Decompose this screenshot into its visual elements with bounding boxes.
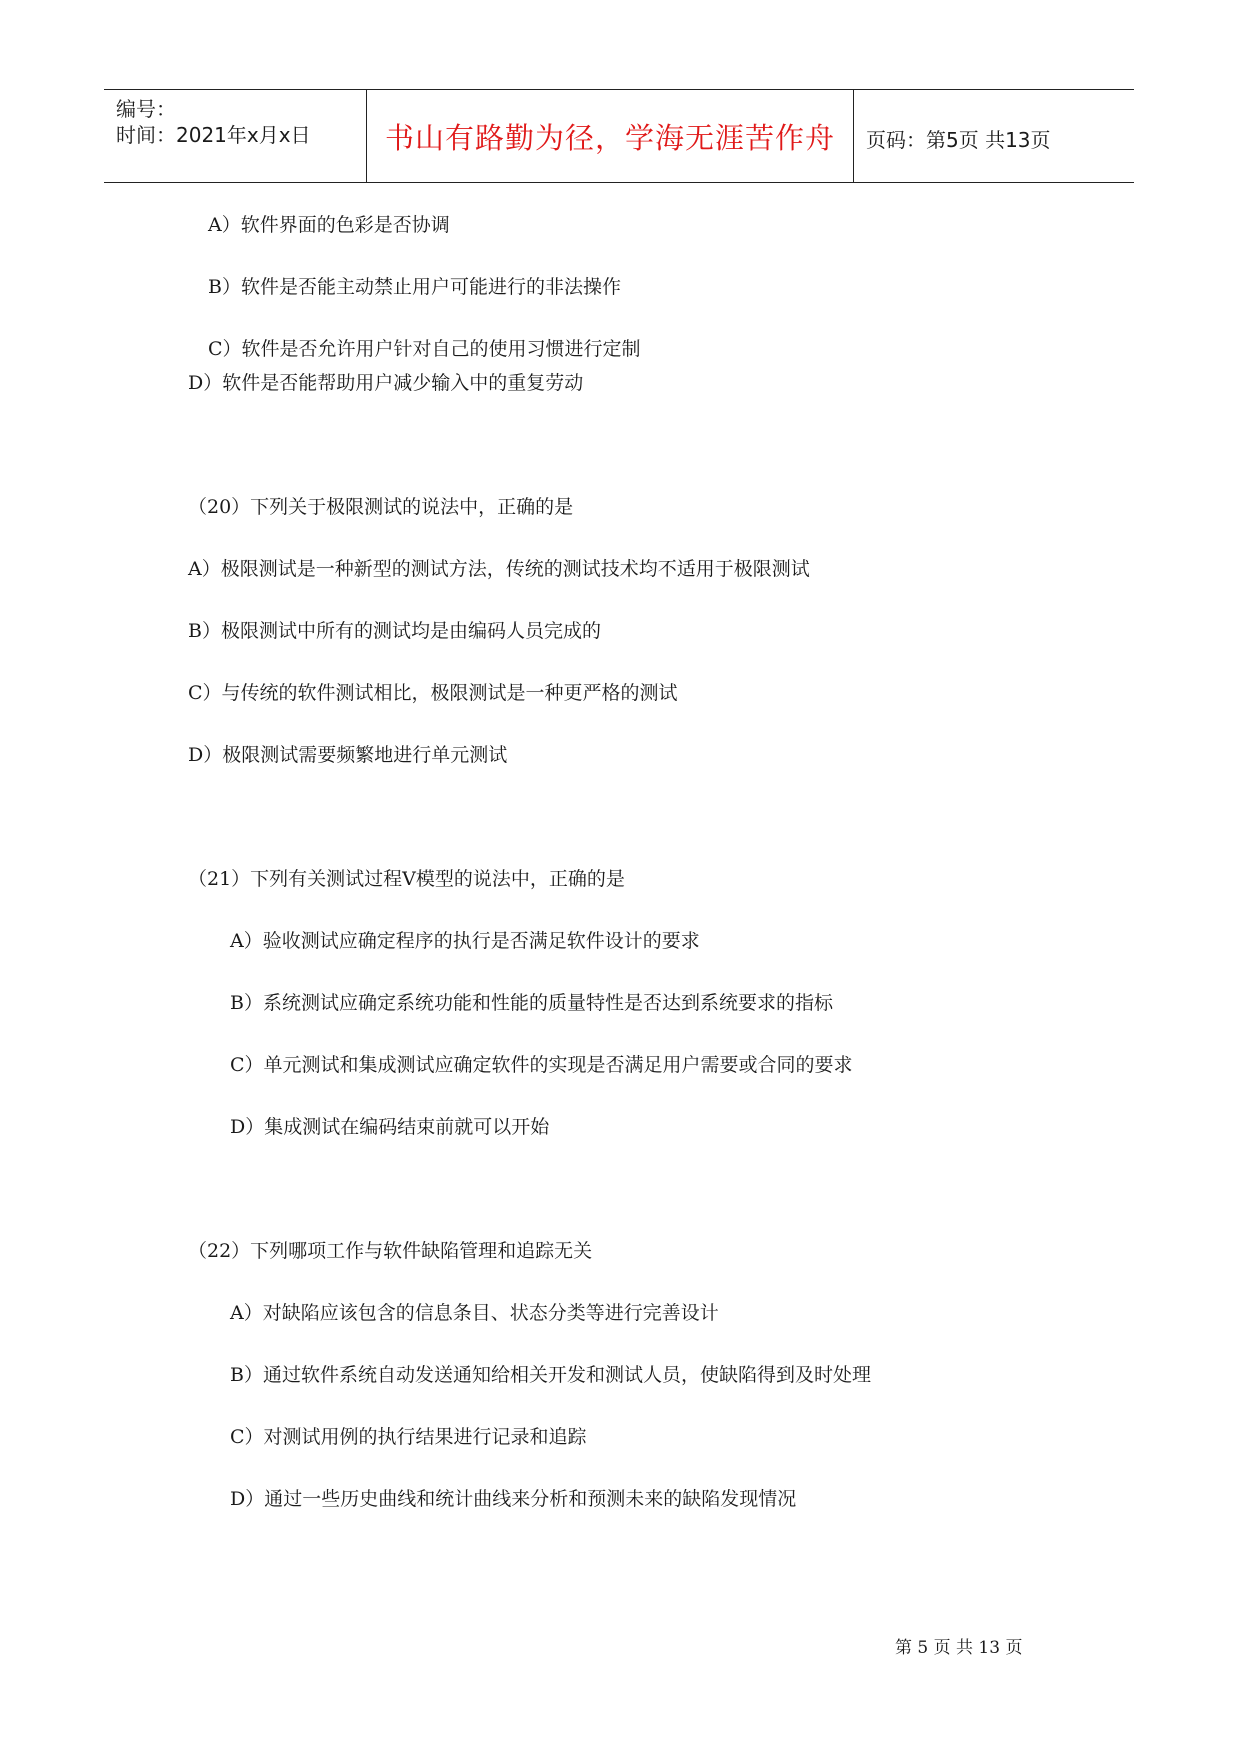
text-line: C）软件是否允许用户针对自己的使用习惯进行定制: [208, 338, 641, 360]
header-left-cell: [104, 90, 367, 182]
page-header: [104, 89, 1134, 183]
header-motto: 书山有路勤为径，学海无涯苦作舟: [384, 120, 835, 155]
text-line: C）对测试用例的执行结果进行记录和追踪: [230, 1426, 587, 1448]
text-line: A）软件界面的色彩是否协调: [208, 214, 450, 236]
text-line: （20）下列关于极限测试的说法中，正确的是: [188, 496, 574, 518]
text-line: B）系统测试应确定系统功能和性能的质量特性是否达到系统要求的指标: [230, 992, 833, 1014]
header-motto-cell: [367, 90, 854, 182]
text-line: B）通过软件系统自动发送通知给相关开发和测试人员，使缺陷得到及时处理: [230, 1364, 871, 1386]
header-right-cell: [854, 90, 1134, 182]
text-line: A）对缺陷应该包含的信息条目、状态分类等进行完善设计: [230, 1302, 719, 1324]
text-line: C）与传统的软件测试相比，极限测试是一种更严格的测试: [188, 682, 678, 704]
text-line: （21）下列有关测试过程V模型的说法中，正确的是: [188, 868, 625, 890]
text-line: B）极限测试中所有的测试均是由编码人员完成的: [188, 620, 601, 642]
text-line: D）通过一些历史曲线和统计曲线来分析和预测未来的缺陷发现情况: [230, 1488, 797, 1510]
text-line: D）极限测试需要频繁地进行单元测试: [188, 744, 508, 766]
header-page-label: 页码：第5页 共13页: [866, 128, 1051, 152]
text-line: B）软件是否能主动禁止用户可能进行的非法操作: [208, 276, 621, 298]
text-line: D）集成测试在编码结束前就可以开始: [230, 1116, 550, 1138]
text-line: D）软件是否能帮助用户减少输入中的重复劳动: [188, 372, 584, 394]
text-line: C）单元测试和集成测试应确定软件的实现是否满足用户需要或合同的要求: [230, 1054, 853, 1076]
page-footer: 第 5 页 共 13 页: [895, 1638, 1023, 1658]
text-line: A）验收测试应确定程序的执行是否满足软件设计的要求: [230, 930, 700, 952]
text-line: （22）下列哪项工作与软件缺陷管理和追踪无关: [188, 1240, 593, 1262]
text-line: A）极限测试是一种新型的测试方法，传统的测试技术均不适用于极限测试: [188, 558, 810, 580]
document-time-label: 时间：2021年x月x日: [116, 123, 311, 147]
document-number-label: 编号：: [116, 97, 176, 121]
